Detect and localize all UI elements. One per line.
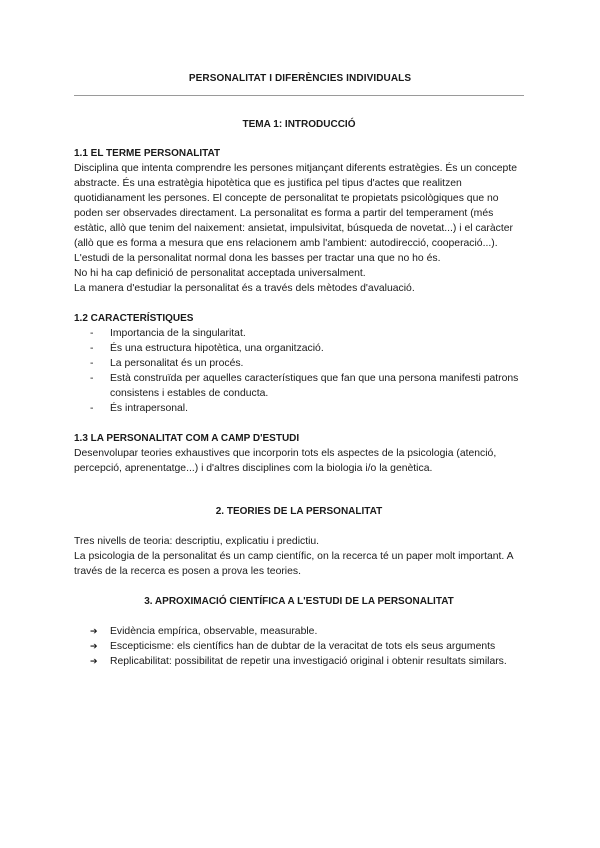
scientific-approach-list: [74, 624, 524, 669]
characteristics-list: [74, 326, 524, 416]
title-divider: [74, 95, 524, 96]
arrow-bullet-icon: ➔: [90, 656, 98, 666]
dash-bullet: -: [90, 373, 94, 384]
document-body: [74, 117, 524, 669]
tema1-heading: TEMA 1: INTRODUCCIÓ: [242, 119, 356, 130]
dash-bullet: -: [90, 328, 94, 339]
list-item: ➔ Evidència empírica, observable, measurable.: [90, 626, 318, 637]
list-item: ➔ Escepticisme: els científics han de dubtar de la veracitat de tots els seus arguments: [90, 641, 496, 652]
section-1-1-heading: 1.1 EL TERME PERSONALITAT: [74, 148, 221, 159]
section-1-3-heading: 1.3 LA PERSONALITAT COM A CAMP D'ESTUDI: [74, 433, 300, 444]
list-item: ➔ Replicabilitat: possibilitat de repetir una investigació original i obtenir resultats similars.: [90, 656, 507, 667]
section-1-1-line: La manera d'estudiar la personalitat és a través dels mètodes d'avaluació.: [74, 283, 415, 294]
dash-bullet: -: [90, 343, 94, 354]
dash-bullet: -: [90, 358, 94, 369]
list-item: - Importancia de la singularitat.: [90, 328, 246, 339]
section-1-1-line: No hi ha cap definició de personalitat acceptada universalment.: [74, 268, 366, 279]
arrow-bullet-icon: ➔: [90, 626, 98, 636]
list-item: - La personalitat és un procés.: [90, 358, 244, 369]
list-item: - És una estructura hipotètica, una organització.: [90, 343, 324, 354]
list-item: - Està construïda per aquelles característiques que fan que una persona manifesti patrons consistens i estables de conducta.: [90, 373, 519, 399]
section-2-paragraph: La psicologia de la personalitat és un camp científic, on la recerca té un paper molt important. A través de la recerca es posen a prova les teories.: [74, 551, 513, 577]
section-2-heading: 2. TEORIES DE LA PERSONALITAT: [215, 506, 383, 517]
section-2-line: Tres nivells de teoria: descriptiu, explicatiu i predictiu.: [74, 536, 320, 547]
section-3-heading: 3. APROXIMACIÓ CIENTÍFICA A L'ESTUDI DE LA PERSONALITAT: [144, 596, 454, 607]
section-1-1-line: L'estudi de la personalitat normal dona les basses per tractar una que no ho és.: [74, 253, 441, 264]
arrow-bullet-icon: ➔: [90, 641, 98, 651]
document-title: PERSONALITAT I DIFERÈNCIES INDIVIDUALS: [188, 73, 412, 84]
dash-bullet: -: [90, 403, 94, 414]
section-1-1-paragraph: Disciplina que intenta comprendre les persones mitjançant diferents estratègies. És un concepte abstracte. És una estratègia hipotètica que es justifica pel tipus d'actes que realitzen quotidianament les persones. El concepte de personalitat te propietats psicològiques que no poden ser observades directament. La personalitat es forma a partir del temperament (més estàtic, allò que tenim del naixement: ansietat, impulsivitat, búsqueda de novetat...) i el caràcter (allò que es forma a mesura que ens relacionem amb l'ambient: autodirecció, cooperació...).: [74, 163, 518, 249]
section-1-3-paragraph: Desenvolupar teories exhaustives que incorporin tots els aspectes de la psicologia (atenció, percepció, aprenentatge...) i d'altres disciplines com la biologia i/o la genètica.: [74, 448, 497, 474]
section-1-2-heading: 1.2 CARACTERÍSTIQUES: [74, 313, 194, 324]
list-item: - És intrapersonal.: [90, 403, 188, 414]
